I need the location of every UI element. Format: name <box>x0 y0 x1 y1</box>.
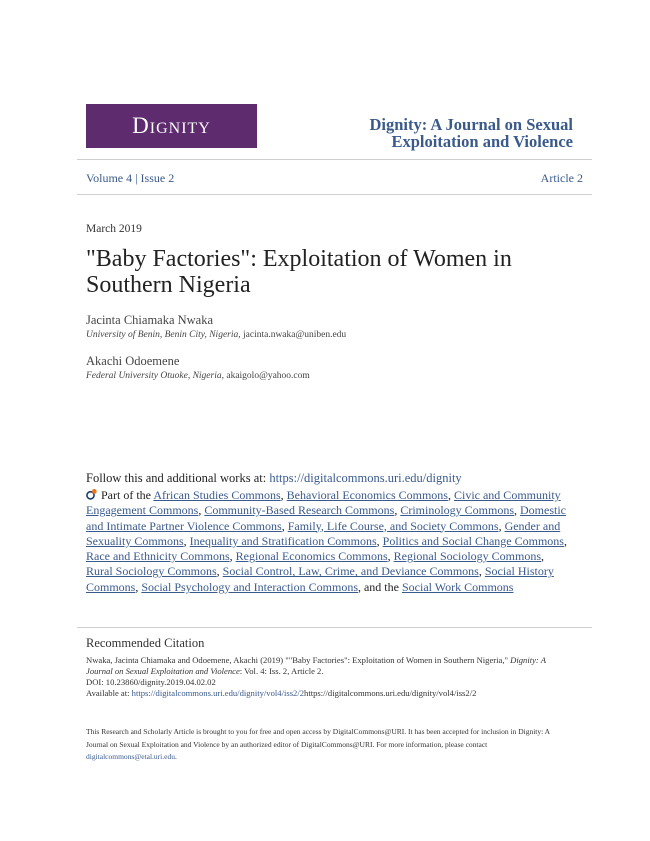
citation-heading: Recommended Citation <box>86 636 205 650</box>
citation-available-label: Available at: <box>86 688 130 698</box>
commons-link[interactable]: Social Control, Law, Crime, and Deviance Commons <box>222 564 479 579</box>
footer-text: This Research and Scholarly Article is brought to you for free and open access by DigitalCommons@URI. It has been accepted for inclusion in Dignity: A Journal on Sexual Exploitation and Violence by an authorized editor of DigitalCommons@URI. For more information, please contact <box>86 727 550 749</box>
follow-line <box>86 471 462 486</box>
commons-link[interactable]: Gender and Sexuality Commons <box>86 518 561 548</box>
journal-title[interactable]: Dignity: A Journal on Sexual Exploitation and Violence <box>369 115 573 151</box>
dignity-logo[interactable] <box>86 104 257 148</box>
footer-notice <box>86 726 566 764</box>
author-email: akaigolo@yahoo.com <box>226 371 310 381</box>
header-divider-top <box>77 159 592 160</box>
commons-link[interactable]: Regional Sociology Commons <box>393 549 541 564</box>
part-of-label: Part of the <box>101 488 151 502</box>
follow-link[interactable]: https://digitalcommons.uri.edu/dignity <box>269 471 462 485</box>
volume-link[interactable]: Volume 4 <box>86 171 133 185</box>
and-the-text: and the <box>363 579 399 594</box>
bepress-network-icon <box>86 488 98 500</box>
citation-volume: : Vol. 4: Iss. 2, Article 2. <box>239 666 324 676</box>
citation-authors: Nwaka, Jacinta Chiamaka and Odoemene, Akachi (2019) ""Baby Factories": Exploitation of Women in Southern Nigeria," <box>86 655 508 665</box>
part-of-commons: Part of the African Studies Commons, Behavioral Economics Commons, Civic and Community Engagement Commons, Community-Based Research Commons, Criminology Commons, Domestic and Intimate Partner Violence Commons, Family, Life Course, and Society Commons, Gender and Sexuality Commons, Inequality and Stratification Commons, Politics and Social Change Commons, Race and Ethnicity Commons, Regional Economics Commons, Regional Sociology Commons, Rural Sociology Commons, Social Control, Law, Crime, and Deviance Commons, Social History Commons, Social Psychology and Interaction Commons, and the Social Work Commons <box>86 488 567 594</box>
commons-link[interactable]: Family, Life Course, and Society Commons <box>287 518 499 533</box>
citation-divider <box>77 627 592 628</box>
follow-label: Follow this and additional works at: <box>86 471 267 485</box>
commons-link[interactable]: Race and Ethnicity Commons <box>86 549 230 564</box>
author-affiliation: University of Benin, Benin City, Nigeria, jacinta.nwaka@uniben.edu <box>86 330 347 340</box>
citation-link[interactable]: https://digitalcommons.uri.edu/dignity/vol4/iss2/2 <box>131 688 305 698</box>
commons-link[interactable]: Civic and Community Engagement Commons <box>86 488 561 518</box>
issue-link[interactable]: Issue 2 <box>140 171 175 185</box>
commons-link[interactable]: Regional Economics Commons <box>235 549 388 564</box>
commons-link[interactable]: Domestic and Intimate Partner Violence Commons <box>86 503 566 533</box>
commons-link[interactable]: Criminology Commons <box>400 503 514 518</box>
author-affiliation: Federal University Otuoke, Nigeria, akaigolo@yahoo.com <box>86 371 310 381</box>
citation-body <box>86 655 566 699</box>
commons-link[interactable]: Social History Commons <box>86 564 554 594</box>
citation-plain-url: https://digitalcommons.uri.edu/dignity/vol4/iss2/2 <box>304 688 477 698</box>
author-name: Akachi Odoemene <box>86 354 180 368</box>
author-name: Jacinta Chiamaka Nwaka <box>86 313 214 327</box>
commons-link[interactable]: Behavioral Economics Commons <box>286 488 448 502</box>
header-divider-bottom <box>77 194 592 195</box>
logo-text: Dignity <box>132 113 211 138</box>
commons-link[interactable]: Rural Sociology Commons <box>86 564 217 579</box>
citation-doi: DOI: 10.23860/dignity.2019.04.02.02 <box>86 677 216 687</box>
volume-issue: Volume 4 | Issue 2 <box>86 171 175 185</box>
publication-date: March 2019 <box>86 223 142 235</box>
affiliation-text: University of Benin, Benin City, Nigeria <box>86 330 239 340</box>
article-title: "Baby Factories": Exploitation of Women in Southern Nigeria <box>86 246 512 298</box>
citation-journal: Dignity: A Journal on Sexual Exploitation and Violence <box>86 655 546 676</box>
commons-link[interactable]: Social Psychology and Interaction Commons <box>141 579 358 594</box>
affiliation-text: Federal University Otuoke, Nigeria <box>86 371 222 381</box>
author-email: jacinta.nwaka@uniben.edu <box>243 330 347 340</box>
article-link[interactable]: Article 2 <box>540 171 583 185</box>
commons-link[interactable]: Inequality and Stratification Commons <box>189 533 377 548</box>
footer-email-link[interactable]: digitalcommons@etal.uri.edu <box>86 752 175 761</box>
commons-link[interactable]: Politics and Social Change Commons <box>382 533 564 548</box>
commons-link[interactable]: Community-Based Research Commons <box>204 503 395 518</box>
footer-end: . <box>174 752 177 761</box>
commons-link[interactable]: Social Work Commons <box>401 579 514 594</box>
commons-link[interactable]: African Studies Commons <box>153 488 281 502</box>
